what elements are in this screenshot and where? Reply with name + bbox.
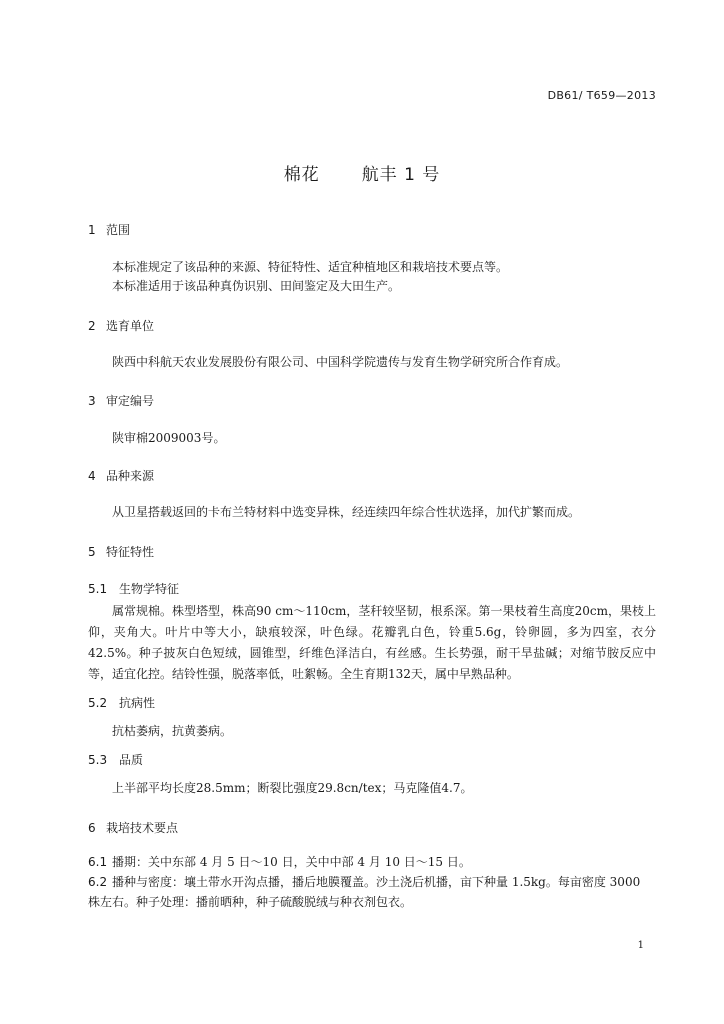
page-number: 1 <box>637 940 644 951</box>
title-variety: 航丰 1 号 <box>361 165 441 185</box>
subsection-5-1-heading <box>88 580 179 597</box>
section-title: 特征特性 <box>106 545 155 559</box>
section-2-heading <box>88 317 154 334</box>
subsection-5-3-heading <box>88 751 143 768</box>
section-number: 6 <box>88 821 96 835</box>
standard-code: DB61/ T659—2013 <box>547 89 656 102</box>
section-4-heading <box>88 467 154 484</box>
subsection-number: 5.1 <box>88 582 108 596</box>
section-6-heading <box>88 819 178 836</box>
section-title: 审定编号 <box>106 394 155 408</box>
item-text: 播期：关中东部 4 月 5 日～10 日，关中中部 4 月 10 日～15 日。 <box>112 855 471 869</box>
section-title: 范围 <box>106 223 131 237</box>
subsection-5-1-text: 属常规棉。株型塔型，株高90 cm～110cm，茎秆较坚韧，根系深。第一果枝着生高度20cm，果枝上仰，夹角大。叶片中等大小，缺痕较深，叶色绿。花瓣乳白色，铃重5.6g，铃卵圆，多为四室，衣分42.5%。种子披灰白色短绒，圆锥型，纤维色泽洁白，有丝感。生长势强，耐干旱盐碱；对缩节胺反应中等，适宜化控。结铃性强，脱落率低，吐絮畅。全生育期132天，属中早熟品种。 <box>88 604 656 681</box>
section-title: 栽培技术要点 <box>106 821 179 835</box>
section-1-line-2: 本标准适用于该品种真伪识别、田间鉴定及大田生产。 <box>112 279 401 293</box>
item-number: 6.1 <box>88 855 108 869</box>
item-number: 6.2 <box>88 875 108 889</box>
subsection-5-2-line-1: 抗枯萎病，抗黄萎病。 <box>112 724 233 738</box>
subsection-title: 生物学特征 <box>119 582 180 596</box>
section-number: 4 <box>88 469 96 483</box>
section-2-line-1: 陕西中科航天农业发展股份有限公司、中国科学院遗传与发育生物学研究所合作育成。 <box>112 355 569 369</box>
document-title <box>0 160 724 185</box>
subsection-number: 5.2 <box>88 696 108 710</box>
section-5-heading <box>88 543 154 560</box>
item-6-2 <box>88 872 656 912</box>
section-3-heading <box>88 392 154 409</box>
subsection-5-3-line-1: 上半部平均长度28.5mm；断裂比强度29.8cn/tex；马克隆值4.7。 <box>112 781 473 795</box>
item-6-1 <box>88 852 656 872</box>
subsection-number: 5.3 <box>88 753 108 767</box>
section-number: 2 <box>88 319 96 333</box>
section-title: 品种来源 <box>106 469 155 483</box>
section-number: 5 <box>88 545 96 559</box>
section-1-line-1: 本标准规定了该品种的来源、特征特性、适宜种植地区和栽培技术要点等。 <box>112 260 509 274</box>
subsection-5-2-heading <box>88 694 155 711</box>
subsection-title: 抗病性 <box>119 696 156 710</box>
title-crop: 棉花 <box>283 165 320 185</box>
section-3-line-1: 陕审棉2009003号。 <box>112 431 226 445</box>
section-title: 选育单位 <box>106 319 155 333</box>
section-1-heading <box>88 221 130 238</box>
section-4-line-1: 从卫星搭载返回的卡布兰特材料中选变异株，经连续四年综合性状选择，加代扩繁而成。 <box>112 505 581 519</box>
section-number: 1 <box>88 223 96 237</box>
section-number: 3 <box>88 394 96 408</box>
item-text: 播种与密度：壤土带水开沟点播，播后地膜覆盖。沙土浇后机播，亩下种量 1.5kg。每亩密度 3000 株左右。种子处理：播前晒种，种子硫酸脱绒与种衣剂包衣。 <box>88 875 641 909</box>
subsection-title: 品质 <box>119 753 144 767</box>
